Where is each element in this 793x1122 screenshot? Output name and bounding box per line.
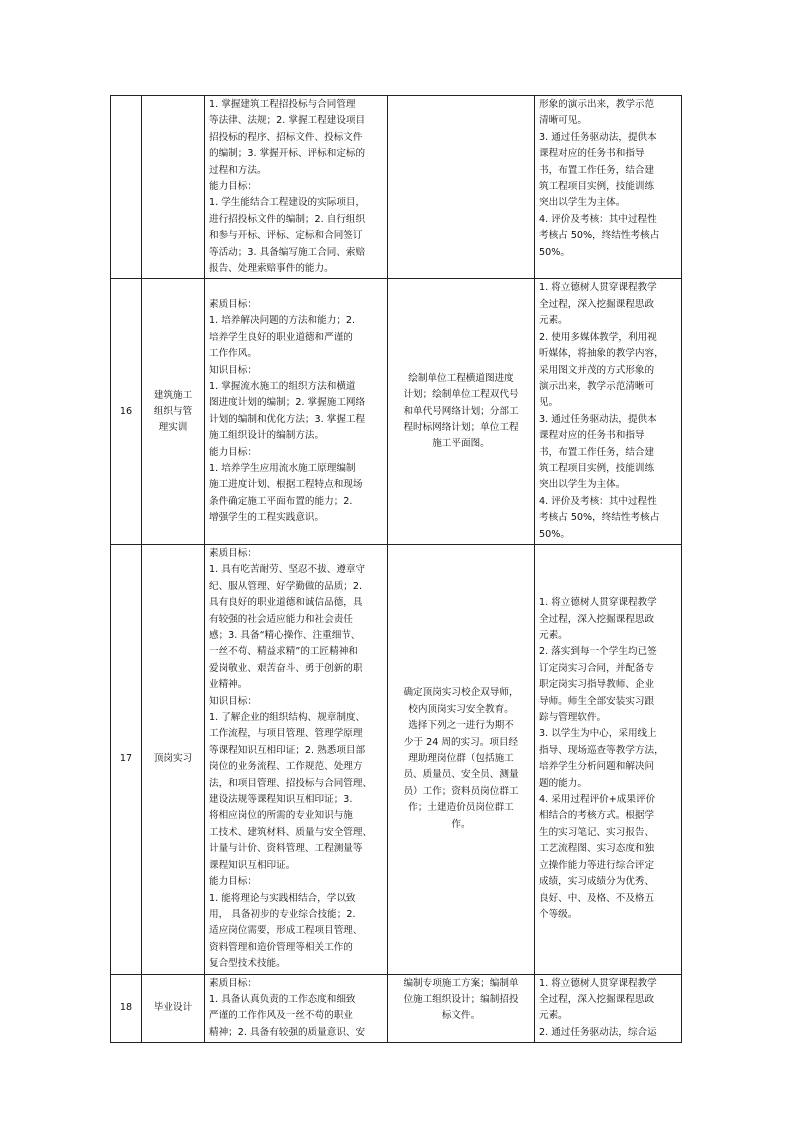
method-line: 题的能力。 [539,777,587,789]
method-line: 2. 使用多媒体教学，利用视 [539,331,657,343]
objective-line: 和参与开标、评标、定标和合同签订 [209,230,363,242]
objective-line: 素质目标： [209,977,257,989]
objective-line: 1. 具备认真负责的工作态度和细致 [209,993,356,1005]
method-line: 3. 通过任务驱动法，提供本 [539,131,657,143]
method-line: 筑工程项目实例，技能训练 [539,181,655,193]
objective-line: 计划的编制和优化方法；3. 掌握工程 [209,413,366,425]
objective-line: 等法律、法规；2. 掌握工程建设项目 [209,115,366,127]
objective-line: 知识目标： [209,695,257,707]
objective-line: 岗位的业务流程、工作规范、处理方 [209,761,363,773]
content-line: 校内顶岗实习安全教育。 [408,703,514,715]
objective-line: 素质目标： [209,298,257,310]
objective-line: 严谨的工作作风及一丝不苟的职业 [209,1010,353,1022]
objective-line: 培养学生良好的职业道德和严谨的 [209,331,353,343]
objective-line: 纪、服从管理、好学勤做的品质；2. [209,580,363,592]
method-line: 课程对应的任务书和指导 [539,148,645,160]
course-name-line: 组织与管 [153,405,193,417]
methods-cell [535,544,682,974]
method-line: 2. 落实到每一个学生均已签 [539,646,657,658]
objective-line: 进行招投标文件的编制；2. 自行组织 [209,213,366,225]
objective-line: 招投标的程序、招标文件、投标文件 [209,131,363,143]
course-name-line: 毕业设计 [153,1002,193,1014]
objective-line: 课程知识互相印证。 [209,859,296,871]
method-line: 元素。 [539,630,568,641]
content-cell [388,96,535,279]
method-line: 1. 将立德树人贯穿课程教学 [539,282,657,294]
course-name-cell [142,544,205,974]
methods-cell [535,96,682,279]
row-number-cell: 17 [111,544,142,974]
objective-line: 1. 了解企业的组织结构、规章制度、 [209,712,366,724]
method-line: 相结合的考核方式。根据学 [539,810,655,822]
objective-line: 有较强的社会适应能力和社会责任 [209,613,353,625]
objective-line: 能力目标： [209,876,257,888]
method-line: 1. 将立德树人贯穿课程教学 [539,597,657,609]
objective-line: 条件确定施工平面布置的能力；2. [209,495,353,507]
objective-line: 资料管理和造价管理等相关工作的 [209,941,353,953]
objective-line: 用， 具备初步的专业综合技能；2. [209,908,356,920]
objective-line: 素质目标： [209,547,257,559]
method-line: 形象的演示出来，教学示范 [539,99,655,110]
objective-line: 建设法规等课程知识互相印证；3. [209,794,353,806]
method-line: 采用图文并茂的方式形象的 [539,364,655,376]
method-line: 3. 以学生为中心，采用线上 [539,728,657,740]
method-line: 订定岗实习合同，并配备专 [539,662,655,674]
method-line: 清晰可见。 [539,115,587,127]
method-line: 50%。 [539,246,570,258]
method-line: 见。 [539,397,559,409]
objective-line: 工作作风。 [209,348,257,360]
method-line: 元素。 [539,1010,568,1022]
objective-line: 1. 掌握流水施工的组织方法和横道 [209,380,356,392]
methods-cell [535,279,682,545]
method-line: 全过程，深入挖掘课程思政 [539,993,655,1005]
objective-line: 工技术、建筑材料、质量与安全管理、 [209,826,373,838]
table-row [111,279,682,545]
objective-line: 的编制；3. 掌握开标、评标和定标的 [209,148,366,160]
method-line: 导师。师生全部安装实习跟 [539,695,655,707]
content-cell [388,544,535,974]
content-line: 和单代号网络计划；分部工 [403,405,519,417]
content-line: 位施工组织设计；编制招投 [403,993,519,1005]
course-name-line: 顶岗实习 [153,753,193,765]
objective-line: 能力目标： [209,181,257,193]
objective-line: 精神；2. 具备有较强的质量意识、安 [209,1026,366,1038]
content-line: 绘制单位工程横道图进度 [408,372,514,384]
course-name-line: 理实训 [158,421,188,433]
objective-line: 施工组织设计的编制方法。 [209,430,325,442]
objective-line: 感；3. 具备“精心操作、注重细节、 [209,630,361,641]
course-name-cell [142,96,205,279]
row-number-cell: 18 [111,974,142,1043]
objective-line: 1. 能将理论与实践相结合，学以致 [209,892,356,904]
objective-line: 报告、处理索赔事件的能力。 [209,263,334,275]
method-line: 培养学生分析问题和解决问 [539,761,655,773]
course-name-cell [142,279,205,545]
objective-line: 法，和项目管理、招投标与合同管理、 [209,777,373,789]
method-line: 踪与管理软件。 [539,712,607,724]
objective-line: 复合型技术技能。 [209,958,286,970]
objective-line: 1. 培养解决问题的方法和能力；2. [209,315,356,327]
table-row [111,96,682,279]
content-line: 选择下列之一进行为期不 [408,720,514,732]
method-line: 听媒体，将抽象的教学内容， [539,348,664,360]
content-line: 确定顶岗实习校企双导师， [403,687,519,699]
method-line: 指导、现场巡查等教学方法， [539,744,664,756]
course-name-line: 建筑施工 [153,389,193,401]
content-line: 少于 24 周的实习。项目经 [403,736,519,748]
table-row [111,544,682,974]
course-name-cell [142,974,205,1043]
content-line: 理助理岗位群（包括施工 [408,753,514,765]
method-line: 良好、中、及格、不及格五 [539,892,655,904]
objective-line: 将相应岗位的所需的专业知识与施 [209,810,353,822]
table-row [111,974,682,1043]
method-line: 全过程，深入挖掘课程思政 [539,298,655,310]
content-line: 计划；绘制单位工程双代号 [403,389,519,401]
method-line: 立操作能力等进行综合评定 [539,859,655,871]
method-line: 筑工程项目实例，技能训练 [539,462,655,474]
method-line: 课程对应的任务书和指导 [539,430,645,442]
objective-line: 计量与计价、资料管理、工程测量等 [209,843,363,855]
objective-line: 具有良好的职业道德和诚信品德，具 [209,597,363,609]
content-line: 作。 [451,818,471,830]
objectives-cell [205,974,388,1043]
method-line: 突出以学生为主体。 [539,197,626,209]
method-line: 职定岗实习指导教师、企业 [539,679,655,691]
method-line: 突出以学生为主体。 [539,479,626,491]
objectives-cell [205,544,388,974]
course-table [110,95,682,1043]
method-line: 4. 评价及考核：其中过程性 [539,213,657,225]
content-line: 作；土建造价员岗位群工 [408,802,514,814]
objective-line: 1. 具有吃苦耐劳、坚忍不拔、遵章守 [209,564,366,576]
method-line: 全过程，深入挖掘课程思政 [539,613,655,625]
content-line: 标文件。 [441,1010,481,1022]
objective-line: 施工进度计划、根据工程特点和现场 [209,479,363,491]
objective-line: 1. 学生能结合工程建设的实际项目， [209,197,366,209]
row-number-cell: 16 [111,279,142,545]
method-line: 工艺流程图、实习态度和独 [539,843,655,855]
method-line: 书，布置工作任务，结合建 [539,164,655,176]
objective-line: 知识目标： [209,364,257,376]
objective-line: 爱岗敬业、艰苦奋斗、勇于创新的职 [209,662,363,674]
method-line: 个等级。 [539,908,578,920]
objective-line: 图进度计划的编制；2. 掌握施工网络 [209,397,366,409]
method-line: 生的实习笔记、实习报告、 [539,826,655,838]
objective-line: 过程和方法。 [209,164,267,176]
row-number-cell [111,96,142,279]
method-line: 考核占 50%，终结性考核占 [539,230,660,242]
method-line: 书，布置工作任务，结合建 [539,446,655,458]
method-line: 3. 通过任务驱动法，提供本 [539,413,657,425]
method-line: 演示出来，教学示范清晰可 [539,380,655,392]
objectives-cell [205,279,388,545]
objective-line: 1. 培养学生应用流水施工原理编制 [209,462,356,474]
objective-line: 增强学生的工程实践意识。 [209,512,325,524]
method-line: 4. 采用过程评价+成果评价 [539,794,656,806]
method-line: 1. 将立德树人贯穿课程教学 [539,977,657,989]
content-line: 员）工作；资料员岗位群工 [403,785,519,797]
content-line: 员、质量员、安全员、测量 [403,769,519,781]
objectives-cell [205,96,388,279]
objective-line: 工作流程，与项目管理、管理学原理 [209,728,363,740]
methods-cell [535,974,682,1043]
method-line: 4. 评价及考核：其中过程性 [539,495,657,507]
objective-line: 等活动；3. 具备编写施工合同、索赔 [209,246,366,258]
objective-line: 业精神。 [209,679,248,691]
method-line: 2. 通过任务驱动法，综合运 [539,1026,657,1038]
objective-line: 适应岗位需要，形成工程项目管理、 [209,925,363,937]
method-line: 成绩，实习成绩分为优秀、 [539,876,655,888]
objective-line: 一丝不苟、精益求精”的工匠精神和 [209,646,358,658]
objective-line: 1. 掌握建筑工程招投标与合同管理 [209,99,356,110]
objective-line: 等课程知识互相印证；2. 熟悉项目部 [209,744,366,756]
content-line: 编制专项施工方案；编制单 [403,977,519,989]
method-line: 元素。 [539,315,568,327]
content-cell [388,974,535,1043]
content-cell [388,279,535,545]
content-line: 施工平面图。 [432,438,490,450]
objective-line: 能力目标： [209,446,257,458]
content-line: 程时标网络计划；单位工程 [403,421,519,433]
course-table-body [111,96,682,1043]
method-line: 考核占 50%，终结性考核占 [539,512,660,524]
method-line: 50%。 [539,528,570,540]
